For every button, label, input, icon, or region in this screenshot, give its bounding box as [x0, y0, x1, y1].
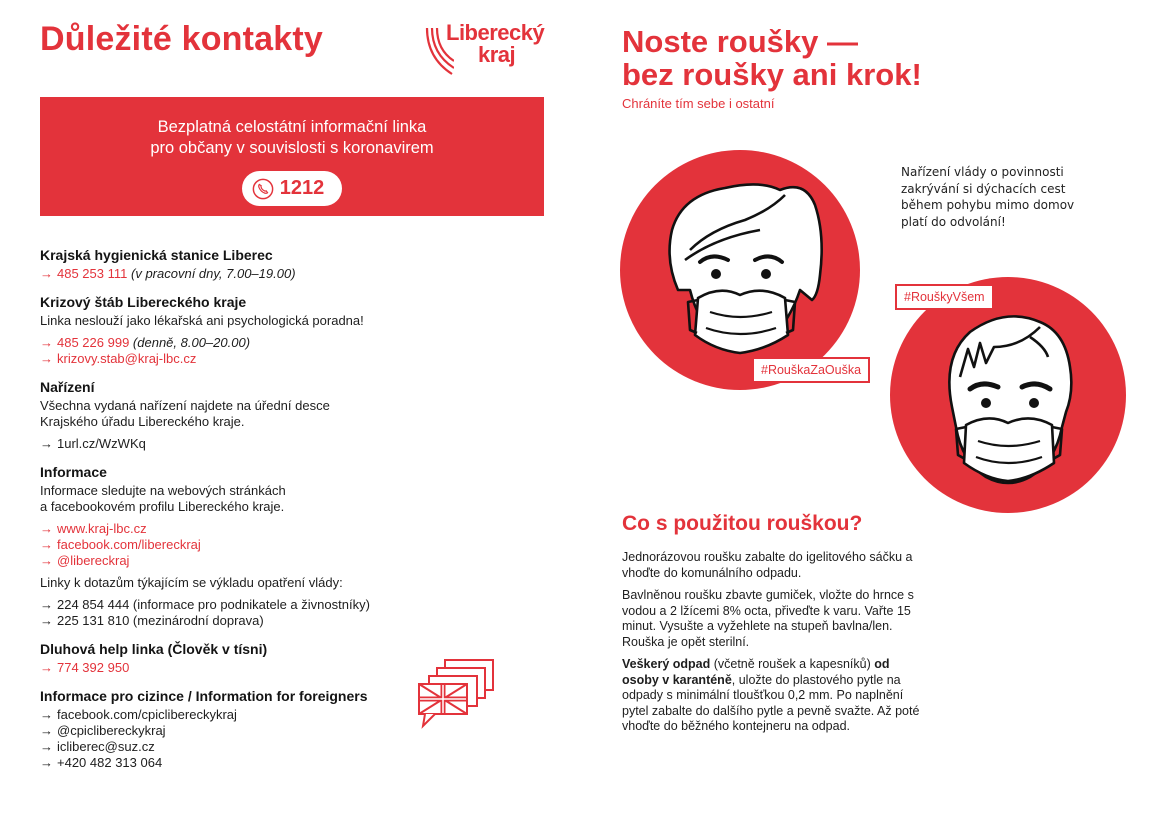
info-desc1: Informace sledujte na webových stránkách	[40, 483, 286, 498]
hotline-line1: Bezplatná celostátní informační linka	[157, 118, 427, 136]
hygiene-hours: (v pracovní dny, 7.00–19.00)	[131, 266, 296, 281]
arrow-icon: →	[40, 537, 53, 552]
arrow-icon: →	[40, 613, 53, 628]
hashtag-bubble-rouska-za-ouska: #RouškaZaOuška	[752, 357, 870, 383]
hygiene-phone-link[interactable]: 485 253 111	[57, 266, 128, 281]
info-web-link[interactable]: www.kraj-lbc.cz	[57, 521, 147, 536]
hotline-number: 1212	[279, 177, 325, 199]
arrow-icon: →	[40, 597, 53, 612]
waste-emphasis: Veškerý odpad	[622, 657, 711, 671]
info-line-business[interactable]: 224 854 444 (informace pro podnikatele a živnostníky)	[57, 597, 370, 612]
arrow-icon: →	[40, 553, 53, 568]
used-mask-title: Co s použitou rouškou?	[622, 512, 863, 535]
quarantine-waste-paragraph	[622, 657, 922, 735]
campaign-title	[622, 25, 922, 91]
info-desc2: a facebookovém profilu Libereckého kraje.	[40, 499, 285, 514]
debt-phone-link[interactable]: 774 392 950	[57, 660, 130, 675]
campaign-subtitle: Chráníte tím sebe i ostatní	[622, 96, 775, 111]
section-title: Krizový štáb Libereckého kraje	[40, 294, 247, 310]
arrow-icon: →	[40, 351, 53, 366]
foreigners-email-link[interactable]: icliberec@suz.cz	[57, 739, 155, 754]
section-title: Nařízení	[40, 379, 95, 395]
hashtag-bubble-rousky-vsem: #RouškyVšem	[895, 284, 994, 310]
section-title: Informace	[40, 464, 107, 480]
info-handle-link[interactable]: @libereckraj	[57, 553, 130, 568]
used-mask-instructions	[622, 550, 922, 742]
foreigners-handle-link[interactable]: @cpiclibereckykraj	[57, 723, 166, 738]
liberecky-kraj-logo	[424, 20, 548, 76]
regulation-note: Nařízení vlády o povinnosti zakrývání si dýchacích cest během pohybu mimo domov platí do odvolání!	[901, 165, 1075, 229]
regulations-desc2: Krajského úřadu Libereckého kraje.	[40, 414, 245, 429]
arrow-icon: →	[40, 707, 53, 722]
cotton-mask-paragraph: Bavlněnou roušku zbavte gumiček, vložte do hrnce s vodou a 2 lžícemi 8% octa, přiveďte k varu. Vařte 15 minut. Vysušte a vyžehlete na stupeň bavlna/len. Rouška je opět sterilní.	[622, 588, 914, 649]
hotline-line2: pro občany v souvislosti s koronavirem	[150, 139, 434, 157]
quarantine-emphasis: od osoby v karanténě	[622, 657, 890, 687]
arrow-icon: →	[40, 521, 53, 536]
arrow-icon: →	[40, 723, 53, 738]
arrow-icon: →	[40, 266, 53, 281]
hotline-banner	[40, 97, 544, 216]
phone-icon	[252, 178, 274, 200]
campaign-title-line1: Noste roušky —	[622, 24, 859, 59]
arrow-icon: →	[40, 335, 53, 350]
crisis-phone-link[interactable]: 485 226 999	[57, 335, 130, 350]
waste-text2: , uložte do plastového pytle na odpady s minimální tloušťkou 0,2 mm. Po naplnění pytel zabalte do dalšího pytle a pevně svažte. Až poté vhoďte do běžného kontejneru na odpad.	[622, 672, 920, 733]
waste-text1: (včetně roušek a kapesníků)	[710, 657, 875, 671]
page-title: Důležité kontakty	[40, 20, 324, 58]
logo-line1: Liberecký	[446, 20, 545, 45]
crisis-hours: (denně, 8.00–20.00)	[132, 335, 251, 350]
arrow-icon: →	[40, 755, 53, 770]
section-title: Krajská hygienická stanice Liberec	[40, 247, 273, 263]
foreigners-phone-link[interactable]: +420 482 313 064	[57, 755, 163, 770]
regulations-link[interactable]: 1url.cz/WzWKq	[57, 436, 146, 451]
section-regulations	[40, 378, 510, 452]
info-facebook-link[interactable]: facebook.com/libereckraj	[57, 537, 201, 552]
info-line-transport[interactable]: 225 131 810 (mezinárodní doprava)	[57, 613, 264, 628]
arrow-icon: →	[40, 660, 53, 675]
hotline-number-button[interactable]	[242, 171, 343, 206]
section-crisis	[40, 293, 510, 367]
masked-face-illustration-1	[620, 150, 860, 390]
section-title: Informace pro cizince / Information for foreigners	[40, 688, 368, 704]
arrow-icon: →	[40, 739, 53, 754]
crisis-email-link[interactable]: krizovy.stab@kraj-lbc.cz	[57, 351, 197, 366]
disposable-mask-paragraph: Jednorázovou roušku zabalte do igelitového sáčku a vhoďte do komunálního odpadu.	[622, 550, 913, 580]
logo-line2: kraj	[478, 42, 516, 67]
section-title: Dluhová help linka (Člověk v tísni)	[40, 641, 268, 657]
section-info	[40, 463, 510, 629]
info-lines-label: Linky k dotazům týkajícím se výkladu opatření vlády:	[40, 575, 343, 590]
arrow-icon: →	[40, 436, 53, 451]
foreigners-facebook-link[interactable]: facebook.com/cpiclibereckykraj	[57, 707, 237, 722]
campaign-title-line2: bez roušky ani krok!	[622, 57, 922, 92]
crisis-desc: Linka neslouží jako lékařská ani psychologická poradna!	[40, 313, 364, 328]
language-flags-icon	[415, 658, 497, 730]
regulations-desc1: Všechna vydaná nařízení najdete na úřední desce	[40, 398, 330, 413]
section-hygiene	[40, 246, 510, 282]
masked-face-illustration-2	[890, 277, 1126, 513]
